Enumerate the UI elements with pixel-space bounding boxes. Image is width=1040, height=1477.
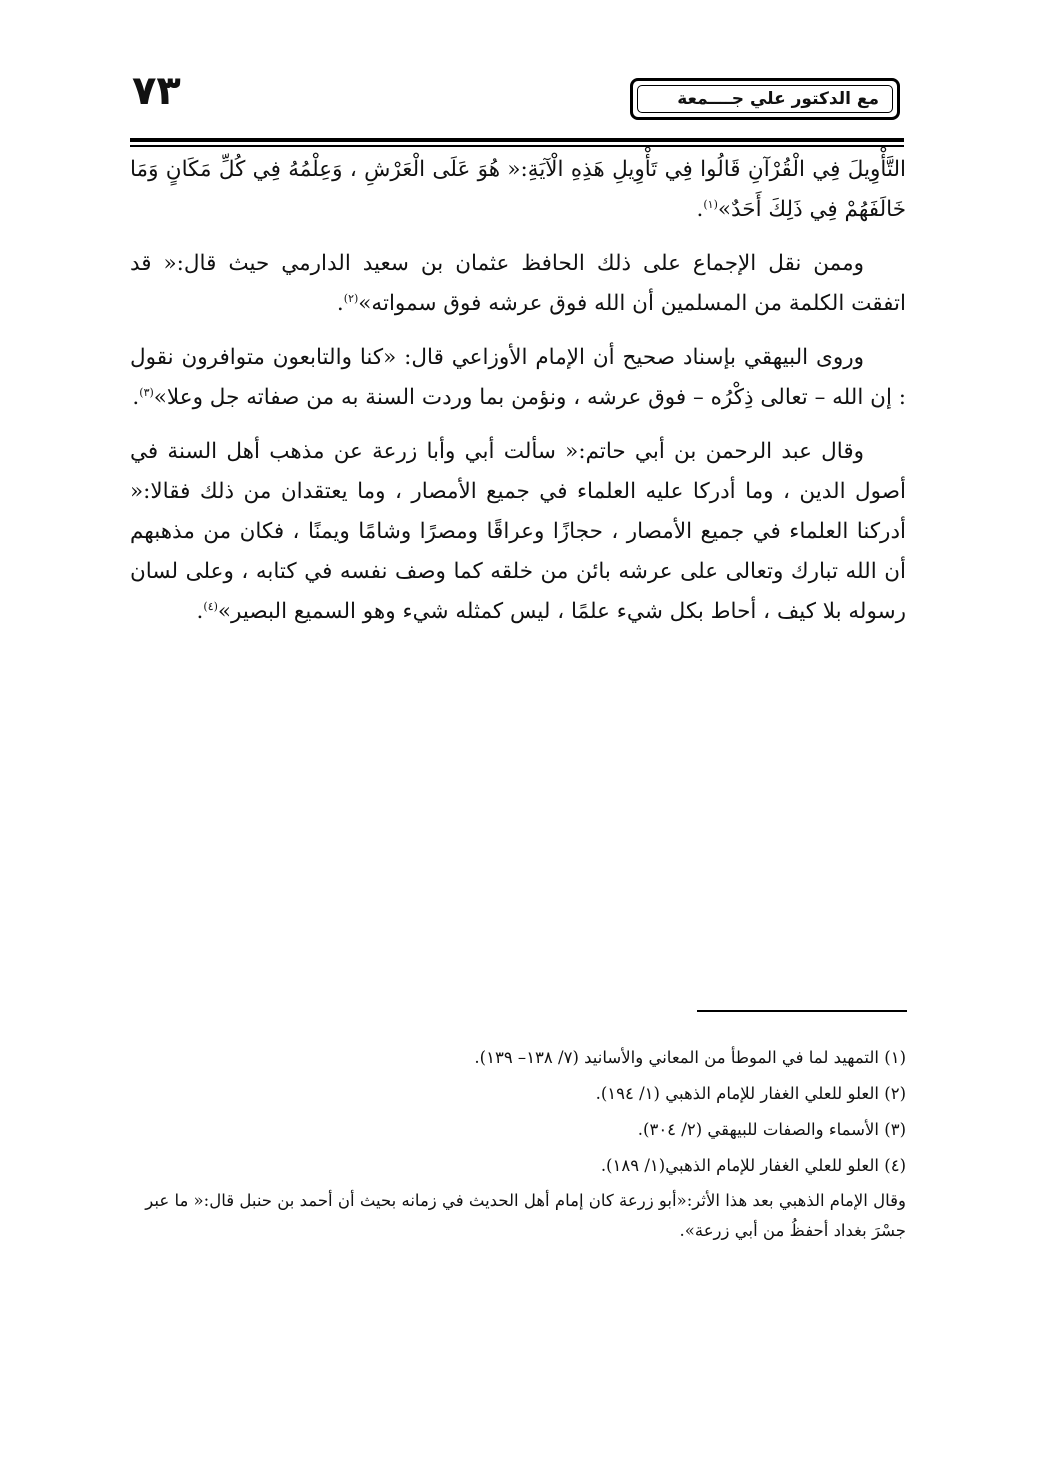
paragraph-2-text: وممن نقل الإجماع على ذلك الحافظ عثمان بن سعيد الدارمي حيث قال:« قد اتفقت الكلمة من المسلمين أن الله فوق عرشه فوق سمواته»: [130, 251, 906, 316]
footnote-ref-4[interactable]: (٤): [203, 599, 218, 613]
footnote-3: (٣) الأسماء والصفات للبيهقي (٢/ ٣٠٤).: [637, 1120, 906, 1139]
paragraph-4: [130, 432, 906, 632]
running-header-title: مع الدكتور علي جــــمعة: [677, 89, 879, 109]
paragraph-1: [130, 150, 906, 230]
paragraph-3-text: وروى البيهقي بإسناد صحيح أن الإمام الأوزاعي قال: «كنا والتابعون متوافرون نقول : إن الله – تعالى ذِكْرُه – فوق عرشه ، ونؤمن بما وردت السنة به من صفاته جل وعلا»: [130, 345, 906, 410]
footnote-1: (١) التمهيد لما في الموطأ من المعاني والأسانيد (٧/ ١٣٨– ١٣٩).: [474, 1048, 906, 1067]
footnote-ref-3[interactable]: (٣): [139, 385, 154, 399]
paragraph-4-end: .: [196, 599, 204, 624]
paragraph-3: [130, 338, 906, 418]
footnote-2: (٢) العلو للعلي الغفار للإمام الذهبي (١/ ١٩٤).: [595, 1084, 906, 1103]
paragraph-2: [130, 244, 906, 324]
footnote-ref-1[interactable]: (١): [703, 197, 718, 211]
header-rule-thin: [130, 145, 904, 147]
footnotes: [130, 1040, 906, 1246]
paragraph-4-text: وقال عبد الرحمن بن أبي حاتم:« سألت أبي وأبا زرعة عن مذهب أهل السنة في أصول الدين ، وما أدركا عليه العلماء في جميع الأمصار ، وما يعتقدان من ذلك فقالا:« أدركنا العلماء في جميع الأمصار ، حجازًا وعراقًا ومصرًا وشامًا ويمنًا ، فكان من مذهبهم أن الله تبارك وتعالى على عرشه بائن من خلقه كما وصف نفسه في كتابه ، وعلى لسان رسوله بلا كيف ، أحاط بكل شيء علمًا ، ليس كمثله شيء وهو السميع البصير»: [130, 439, 906, 624]
paragraph-3-end: .: [132, 385, 140, 410]
main-text: [130, 150, 906, 646]
footnote-4: (٤) العلو للعلي الغفار للإمام الذهبي(١/ ١٨٩).: [600, 1156, 906, 1175]
page-number: ٧٣: [132, 68, 181, 114]
paragraph-1-text: التَّأْوِيلَ فِي الْقُرْآنِ قَالُوا فِي تَأْوِيلِ هَذِهِ الْآيَةِ:« هُوَ عَلَى الْعَرْشِ ، وَعِلْمُهُ فِي كُلِّ مَكَانٍ وَمَا خَالَفَهُمْ فِي ذَلِكَ أَحَدٌ»: [130, 157, 906, 222]
footnote-note: وقال الإمام الذهبي بعد هذا الأثر:«أبو زرعة كان إمام أهل الحديث في زمانه بحيث أن أحمد بن حنبل قال:« ما عبر جسْرَ بغداد أحفظُ من أبي زرعة».: [145, 1191, 906, 1240]
paragraph-2-end: .: [336, 291, 344, 316]
header-rule-thick: [130, 138, 904, 142]
footnote-separator: [697, 1010, 907, 1012]
running-header: [630, 78, 900, 120]
paragraph-1-end: .: [696, 197, 704, 222]
footnote-ref-2[interactable]: (٢): [343, 291, 359, 305]
